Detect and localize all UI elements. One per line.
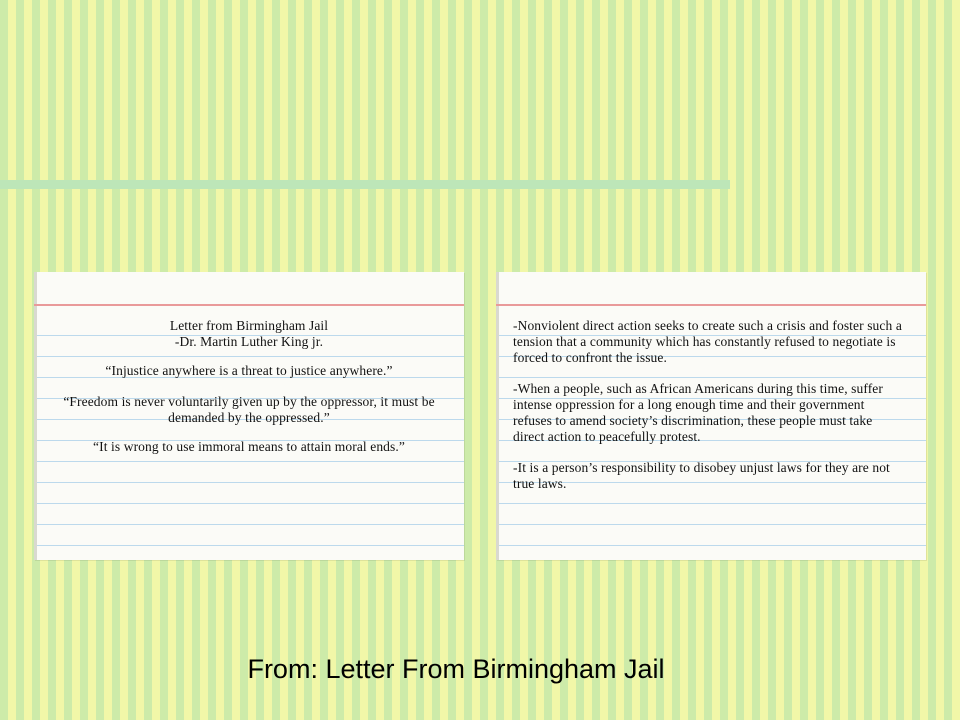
quote-item: “Freedom is never voluntarily given up by the oppressor, it must be demanded by the oppressed.”: [63, 394, 435, 425]
card-edge: [496, 272, 499, 560]
slide-caption: [0, 654, 912, 685]
summary-point: -It is a person’s responsibility to disobey unjust laws for they are not true laws.: [513, 460, 890, 491]
index-card-quotes: [34, 272, 464, 560]
card-header-rule: [34, 304, 464, 306]
card-quotes-body: [46, 318, 452, 455]
card-edge: [34, 272, 37, 560]
card-title: Letter from Birmingham Jail: [169, 318, 329, 333]
card-header-rule: [496, 304, 926, 306]
decorative-accent-bar: [0, 180, 730, 189]
summary-point: -Nonviolent direct action seeks to create such a crisis and foster such a tension that a community which has constantly refused to negotiate is forced to confront the issue.: [513, 318, 902, 365]
summary-point: -When a people, such as African Americans during this time, suffer intense oppression for a long enough time and their government refuses to amend society’s discrimination, these people must take direct action to peacefully protest.: [513, 381, 883, 444]
quote-item: “Injustice anywhere is a threat to justice anywhere.”: [105, 363, 393, 378]
caption-text: From: Letter From Birmingham Jail: [247, 654, 665, 684]
quote-item: “It is wrong to use immoral means to attain moral ends.”: [93, 439, 405, 454]
card-summary-body: [513, 318, 904, 492]
card-author: -Dr. Martin Luther King jr.: [174, 334, 324, 349]
index-card-summary: [496, 272, 926, 560]
